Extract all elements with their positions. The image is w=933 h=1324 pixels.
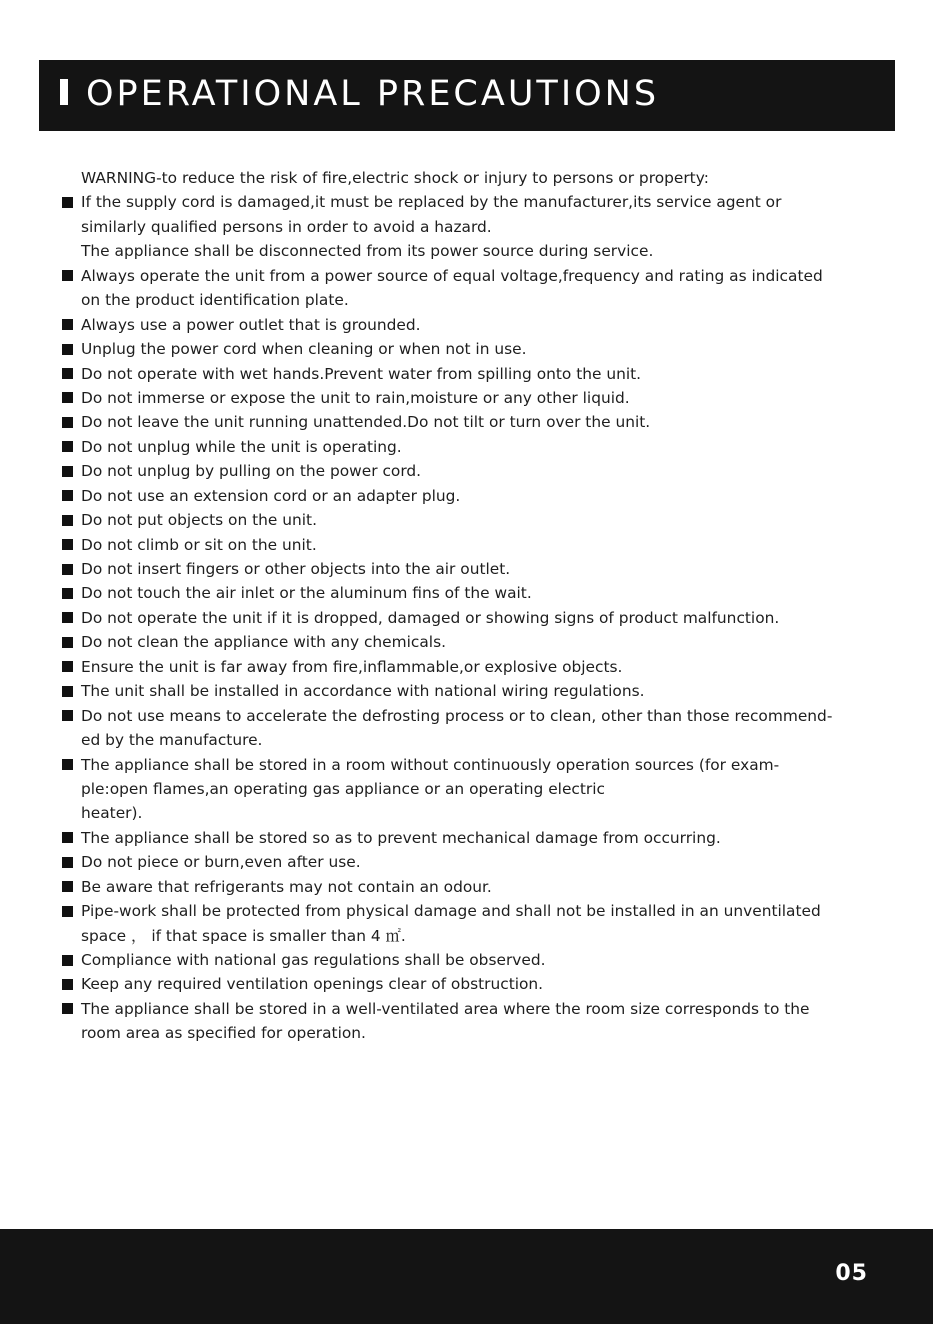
list-item-text: Do not leave the unit running unattended.Do not tilt or turn over the unit. bbox=[81, 413, 651, 432]
square-bullet-icon bbox=[62, 515, 73, 526]
list-item-text: Keep any required ventilation openings clear of obstruction. bbox=[81, 975, 544, 994]
square-bullet-icon bbox=[62, 270, 73, 281]
list-item bbox=[0, 704, 933, 728]
square-bullet-icon bbox=[62, 686, 73, 697]
list-item bbox=[0, 386, 933, 410]
square-bullet-icon bbox=[62, 661, 73, 672]
list-item-text: Do not climb or sit on the unit. bbox=[81, 535, 317, 554]
square-bullet-icon bbox=[62, 955, 73, 966]
list-item bbox=[0, 899, 933, 923]
list-item-text: room area as specified for operation. bbox=[81, 1024, 366, 1043]
square-bullet-icon bbox=[62, 564, 73, 575]
header-bar-mark bbox=[60, 79, 68, 105]
list-item-text: The appliance shall be stored in a well-ventilated area where the room size corresponds to the bbox=[81, 999, 810, 1018]
list-item bbox=[0, 557, 933, 581]
list-item-text: If the supply cord is damaged,it must be replaced by the manufacturer,its service agent or bbox=[81, 193, 782, 212]
list-item-text: Do not unplug while the unit is operating. bbox=[81, 437, 402, 456]
list-item bbox=[0, 264, 933, 288]
list-item-text: Ensure the unit is far away from fire,inflammable,or explosive objects. bbox=[81, 657, 623, 676]
list-item-text: Do not touch the air inlet or the aluminum fins of the wait. bbox=[81, 584, 532, 603]
list-item-text: WARNING-to reduce the risk of fire,electric shock or injury to persons or property: bbox=[81, 169, 709, 187]
precautions-list bbox=[0, 166, 933, 1046]
list-item bbox=[0, 850, 933, 874]
list-item bbox=[0, 435, 933, 459]
section-title: OPERATIONAL PRECAUTIONS bbox=[86, 74, 660, 114]
list-item bbox=[0, 972, 933, 996]
list-item bbox=[0, 826, 933, 850]
list-item-continuation bbox=[0, 215, 933, 239]
list-item bbox=[0, 484, 933, 508]
list-item-text: The appliance shall be disconnected from its power source during service. bbox=[81, 242, 654, 261]
list-item-text: Do not use an extension cord or an adapter plug. bbox=[81, 486, 461, 505]
square-bullet-icon bbox=[62, 612, 73, 623]
list-item-text: Do not operate with wet hands.Prevent water from spilling onto the unit. bbox=[81, 364, 642, 383]
square-bullet-icon bbox=[62, 857, 73, 868]
square-bullet-icon bbox=[62, 1003, 73, 1014]
list-item-text: Do not operate the unit if it is dropped, damaged or showing signs of product malfunction. bbox=[81, 608, 780, 627]
list-item bbox=[0, 362, 933, 386]
square-bullet-icon bbox=[62, 392, 73, 403]
list-item-text: Do not use means to accelerate the defrosting process or to clean, other than those recommend- bbox=[81, 706, 833, 725]
square-bullet-icon bbox=[62, 466, 73, 477]
square-bullet-icon bbox=[62, 441, 73, 452]
list-item bbox=[0, 655, 933, 679]
list-item-text: Be aware that refrigerants may not contain an odour. bbox=[81, 877, 492, 896]
page-footer bbox=[0, 1229, 933, 1324]
list-item-continuation bbox=[0, 166, 933, 190]
list-item-text: Do not insert fingers or other objects into the air outlet. bbox=[81, 560, 511, 578]
square-bullet-icon bbox=[62, 637, 73, 648]
list-item bbox=[0, 313, 933, 337]
list-item-text: similarly qualified persons in order to avoid a hazard. bbox=[81, 217, 492, 236]
list-item-continuation bbox=[0, 288, 933, 312]
list-item-text: Do not put objects on the unit. bbox=[81, 511, 317, 530]
list-item-text: The unit shall be installed in accordance with national wiring regulations. bbox=[81, 682, 645, 701]
list-item bbox=[0, 337, 933, 361]
list-item-text: Always operate the unit from a power source of equal voltage,frequency and rating as indicated bbox=[81, 266, 823, 285]
list-item bbox=[0, 948, 933, 972]
list-item-continuation bbox=[0, 239, 933, 263]
list-item bbox=[0, 875, 933, 899]
square-bullet-icon bbox=[62, 906, 73, 917]
list-item-continuation bbox=[0, 777, 933, 801]
list-item bbox=[0, 679, 933, 703]
list-item bbox=[0, 753, 933, 777]
list-item-text: space ， if that space is smaller than 4 ㎡. bbox=[81, 926, 406, 945]
list-item-text: The appliance shall be stored so as to prevent mechanical damage from occurring. bbox=[81, 828, 721, 847]
square-bullet-icon bbox=[62, 588, 73, 599]
square-bullet-icon bbox=[62, 539, 73, 550]
list-item-text: ed by the manufacture. bbox=[81, 731, 263, 750]
square-bullet-icon bbox=[62, 368, 73, 379]
list-item-continuation bbox=[0, 1021, 933, 1045]
list-item bbox=[0, 410, 933, 434]
list-item-continuation bbox=[0, 801, 933, 825]
square-bullet-icon bbox=[62, 197, 73, 208]
list-item-text: heater). bbox=[81, 804, 143, 823]
list-item-text: Do not unplug by pulling on the power cord. bbox=[81, 462, 422, 481]
list-item-text: Do not clean the appliance with any chemicals. bbox=[81, 633, 446, 652]
list-item-continuation bbox=[0, 924, 933, 948]
square-bullet-icon bbox=[62, 490, 73, 501]
list-item-text: The appliance shall be stored in a room without continuously operation sources (for exam- bbox=[81, 755, 780, 774]
list-item bbox=[0, 533, 933, 557]
square-bullet-icon bbox=[62, 979, 73, 990]
list-item-text: ple:open flames,an operating gas appliance or an operating electric bbox=[81, 779, 605, 798]
square-bullet-icon bbox=[62, 832, 73, 843]
list-item-text: Always use a power outlet that is grounded. bbox=[81, 315, 421, 334]
list-item bbox=[0, 190, 933, 214]
list-item bbox=[0, 630, 933, 654]
list-item-continuation bbox=[0, 728, 933, 752]
square-bullet-icon bbox=[62, 759, 73, 770]
list-item-text: Unplug the power cord when cleaning or when not in use. bbox=[81, 340, 527, 359]
list-item-text: Pipe-work shall be protected from physical damage and shall not be installed in an unventilated bbox=[81, 902, 821, 921]
square-bullet-icon bbox=[62, 417, 73, 428]
list-item bbox=[0, 606, 933, 630]
list-item-text: on the product identification plate. bbox=[81, 291, 349, 310]
list-item-text: Compliance with national gas regulations shall be observed. bbox=[81, 951, 546, 969]
square-bullet-icon bbox=[62, 881, 73, 892]
list-item-text: Do not immerse or expose the unit to rain,moisture or any other liquid. bbox=[81, 388, 630, 407]
list-item bbox=[0, 508, 933, 532]
page-number: 05 bbox=[835, 1261, 868, 1286]
list-item bbox=[0, 581, 933, 605]
list-item bbox=[0, 459, 933, 483]
list-item bbox=[0, 997, 933, 1021]
square-bullet-icon bbox=[62, 710, 73, 721]
square-bullet-icon bbox=[62, 344, 73, 355]
section-header bbox=[39, 60, 895, 131]
square-bullet-icon bbox=[62, 319, 73, 330]
list-item-text: Do not piece or burn,even after use. bbox=[81, 853, 361, 872]
